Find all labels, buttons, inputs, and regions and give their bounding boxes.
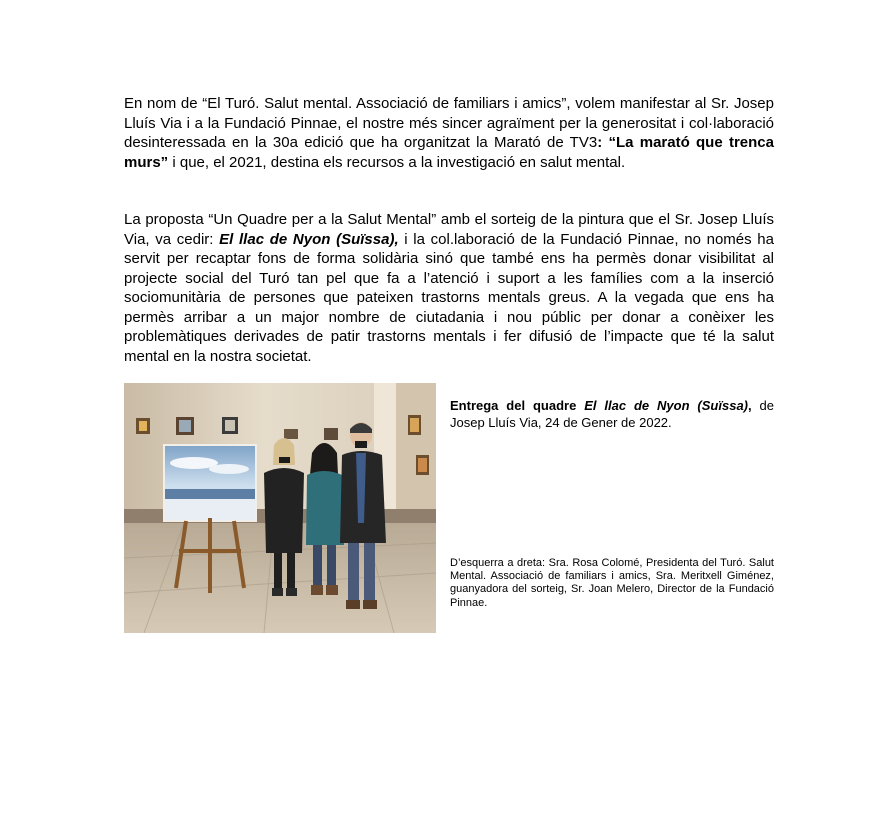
proposal-paragraph: [124, 210, 774, 366]
caption-author-date: de Josep Lluís Via, 24 de Gener de 2022.: [450, 398, 774, 430]
caption-painting-title: El llac de Nyon (Suïssa): [584, 398, 749, 413]
caption-people-text: D’esquerra a dreta: Sra. Rosa Colomé, Presidenta del Turó. Salut Mental. Associació de familiars i amics, Sra. Meritxell Giménez, guanyadora del sorteig, Sr. Joan Melero, Director de la Fundació Pinnae.: [450, 557, 774, 609]
award-photo: [124, 383, 436, 633]
caption-comma: ,: [748, 398, 752, 413]
campaign-title: : “La marató que trenca murs”: [124, 134, 774, 171]
proposal-text-1: La proposta “Un Quadre per a la Salut Mental” amb el sorteig de la pintura que el Sr. Josep Lluís Via, va cedir:: [124, 211, 774, 248]
photo-caption-people: [450, 557, 774, 610]
intro-text-1: En nom de “El Turó. Salut mental. Associació de familiars i amics”, volem manifestar al Sr. Josep Lluís Via i a la Fundació Pinnae, el nostre més sincer agraïment per la generositat i col·laboració desinteressada en la 30a edició que ha organitzat la Marató de TV3: [124, 95, 774, 151]
painting-title: El llac de Nyon (Suïssa),: [219, 230, 399, 248]
proposal-text-2: i la col.laboració de la Fundació Pinnae, no només ha servit per recaptar fons de forma solidària sinó que també ens ha permès donar visibilitat al projecte social del Turó tan pel que fa a l’atenció i suport a les famílies com a la inserció sociomunitària de persones que pateixen trastorns mentals greus. A la vegada que ens ha permès arribar a un major nombre de ciutadania i nou públic per donar a conèixer les problemàtiques derivades de patir trastorns mentals i fer difusió de l’impacte que té la salut mental en la nostra societat.: [124, 230, 774, 365]
intro-paragraph: [124, 94, 774, 172]
intro-text-2: i que, el 2021, destina els recursos a la investigació en salut mental.: [168, 153, 626, 171]
caption-lead: Entrega del quadre: [450, 398, 585, 413]
photo-caption-title: [450, 398, 774, 431]
